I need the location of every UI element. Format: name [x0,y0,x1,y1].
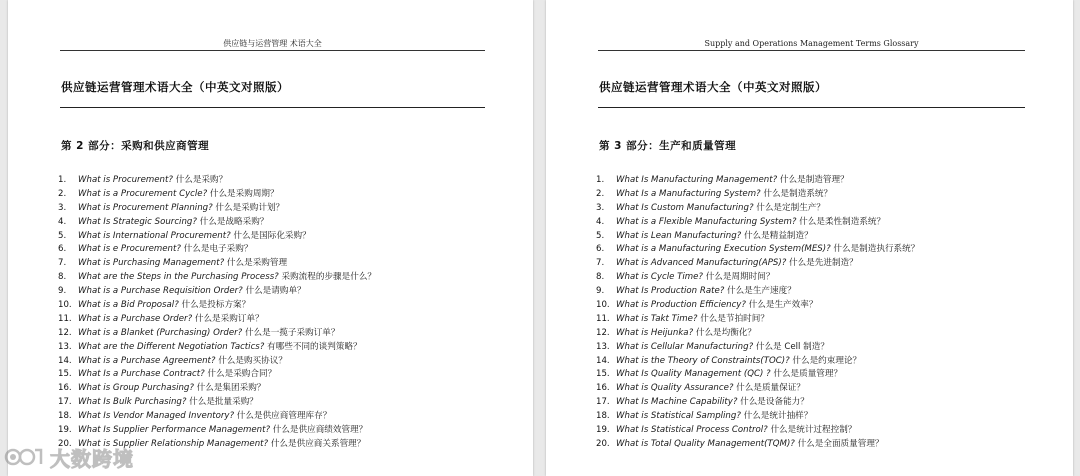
watermark [4,443,134,471]
term-english: What is Group Purchasing? [78,383,194,394]
item-number: 17. [58,397,72,408]
term-english: What are the Different Negotiation Tactics? [78,341,265,352]
item-number: 6. [596,244,605,255]
list-item [58,341,523,355]
term-english: What is a Purchase Requisition Order? [78,286,243,297]
item-number: 8. [58,272,67,283]
list-item [58,368,523,382]
item-number: 20. [596,438,610,449]
item-number: 9. [596,286,605,297]
list-item [596,188,1063,202]
term-chinese: 什么是一揽子采购订单？ [242,327,340,338]
term-chinese: 什么是采购管理 [224,258,288,269]
list-item [596,396,1063,410]
term-english: What is Purchasing Management? [78,258,225,269]
list-item [596,355,1063,369]
list-item [58,285,523,299]
running-header: 供应链与运营管理 术语大全 [223,39,322,48]
item-number: 19. [596,425,610,436]
list-item [58,271,523,285]
term-english: What Is Vendor Managed Inventory? [78,411,235,422]
item-number: 17. [596,397,610,408]
term-chinese: 什么是电子采购？ [180,244,253,255]
title-rule [598,107,1025,108]
item-number: 1. [596,175,605,185]
term-chinese: 什么是统计过程控制？ [767,425,857,436]
term-english: What is International Procurement? [78,230,231,241]
list-item [596,174,1063,188]
term-chinese: 什么是供应商绩效管理？ [270,425,368,436]
item-number: 6. [58,244,67,255]
list-item [596,424,1063,438]
item-number: 4. [596,216,605,227]
term-chinese: 什么是 Cell 制造？ [753,341,829,352]
item-number: 19. [58,425,72,436]
term-chinese: 什么是国际化采购？ [230,230,311,241]
item-number: 13. [58,341,72,352]
term-english: What is Statistical Sampling? [616,411,741,422]
section-heading: 第 2 部分：采购和供应商管理 [61,140,210,152]
term-english: What is Lean Manufacturing? [616,230,742,241]
term-english: What Is Machine Capability? [616,397,738,408]
item-number: 3. [58,202,67,213]
list-item [596,438,1063,452]
item-number: 13. [596,341,610,352]
term-chinese: 什么是制造执行系统？ [830,244,920,255]
item-number: 16. [596,383,610,394]
term-chinese: 什么是请购单？ [242,286,306,297]
list-item [58,327,523,341]
term-chinese: 什么是设备能力？ [737,397,809,408]
term-english: What Is Bulk Purchasing? [78,397,187,408]
title-rule [60,107,485,108]
item-number: 10. [596,300,610,311]
term-chinese: 什么是采购订单？ [192,313,264,324]
document-page-left [8,0,533,476]
term-chinese: 什么是制造系统？ [760,188,833,199]
item-number: 16. [58,383,72,394]
item-number: 18. [58,411,72,422]
term-english: What is the Theory of Constraints(TOC)? [616,355,790,366]
brand-logo-icon [4,445,44,469]
term-english: What is a Procurement Cycle? [78,188,208,199]
list-item [58,202,523,216]
list-item [596,285,1063,299]
term-english: What is Cycle Time? [616,272,703,283]
list-item [58,188,523,202]
list-item [58,424,523,438]
term-chinese: 什么是定制生产？ [753,202,825,213]
term-english: What is Advanced Manufacturing(APS)? [616,258,787,269]
term-list [58,174,523,452]
item-number: 15. [58,369,72,380]
document-title: 供应链运营管理术语大全（中英文对照版） [61,80,289,94]
list-item [58,243,523,257]
list-item [596,216,1063,230]
list-item [596,410,1063,424]
item-number: 14. [58,355,72,366]
list-item [58,396,523,410]
term-chinese: 有哪些不同的谈判策略？ [264,341,362,352]
section-heading: 第 3 部分：生产和质量管理 [599,140,737,152]
list-item [58,410,523,424]
term-chinese: 什么是生产速度？ [724,286,796,297]
term-chinese: 什么是采购计划？ [212,202,285,213]
term-english: What is Procurement? [78,175,173,185]
list-item [596,271,1063,285]
item-number: 4. [58,216,67,227]
term-english: What Is a Purchase Contract? [78,369,205,380]
item-number: 5. [596,230,605,241]
term-chinese: 什么是集团采购？ [193,383,266,394]
list-item [596,257,1063,271]
list-item [596,243,1063,257]
item-number: 9. [58,286,67,297]
term-english: What is Procurement Planning? [78,202,213,213]
term-english: What is Supplier Relationship Management? [78,438,269,449]
term-chinese: 什么是采购？ [172,175,228,185]
item-number: 8. [596,272,605,283]
list-item [596,202,1063,216]
list-item [58,313,523,327]
list-item [58,257,523,271]
term-chinese: 什么是生产效率？ [745,300,818,311]
term-english: What is Takt Time? [616,313,698,324]
term-english: What Is Quality Management (QC) ? [616,369,771,380]
list-item [596,382,1063,396]
list-item [58,216,523,230]
term-chinese: 什么是购买协议？ [215,355,287,366]
term-chinese: 什么是节拍时间？ [697,313,769,324]
term-english: What Is Custom Manufacturing? [616,202,754,213]
header-rule [598,50,1025,51]
term-english: What is a Manufacturing Execution System(MES)? [616,244,831,255]
term-english: What are the Steps in the Purchasing Process? [78,272,279,283]
item-number: 3. [596,202,605,213]
term-english: What is Production Efficiency? [616,300,746,311]
term-english: What Is Production Rate? [616,286,725,297]
list-item [58,174,523,188]
header-rule [60,50,485,51]
item-number: 11. [596,313,610,324]
item-number: 11. [58,313,72,324]
term-english: What is a Bid Proposal? [78,300,179,311]
term-chinese: 什么是精益制造？ [741,230,813,241]
term-chinese: 什么是质量保证？ [733,383,805,394]
term-chinese: 什么是约束理论？ [789,355,862,366]
item-number: 18. [596,411,610,422]
list-item [58,355,523,369]
term-english: What is Heijunka? [616,327,694,338]
term-chinese: 什么是周期时间？ [702,272,775,283]
term-chinese: 什么是全面质量管理？ [794,438,884,449]
term-chinese: 什么是均衡化？ [693,327,757,338]
list-item [58,382,523,396]
list-item [58,299,523,313]
item-number: 12. [58,327,72,338]
term-english: What is e Procurement? [78,244,181,255]
term-chinese: 什么是供应商管理库存？ [234,411,332,422]
watermark-text: 大数跨境 [50,446,134,471]
term-english: What Is a Manufacturing System? [616,188,761,199]
term-chinese: 什么是投标方案？ [178,300,251,311]
term-chinese: 什么是先进制造？ [786,258,858,269]
term-chinese: 采购流程的步骤是什么？ [278,272,377,283]
term-chinese: 什么是统计抽样？ [740,411,813,422]
item-number: 14. [596,355,610,366]
term-english: What is a Blanket (Purchasing) Order? [78,327,243,338]
list-item [58,230,523,244]
term-chinese: 什么是供应商关系管理？ [268,438,366,449]
list-item [596,368,1063,382]
item-number: 2. [596,188,605,199]
item-number: 2. [58,188,67,199]
term-chinese: 什么是批量采购？ [186,397,258,408]
term-chinese: 什么是制造管理？ [777,175,849,185]
term-chinese: 什么是质量管理？ [770,369,843,380]
term-english: What Is Manufacturing Management? [616,175,778,185]
item-number: 7. [58,258,67,269]
item-number: 5. [58,230,67,241]
term-list [596,174,1063,452]
item-number: 7. [596,258,605,269]
list-item [596,313,1063,327]
item-number: 12. [596,327,610,338]
term-english: What Is Supplier Performance Management? [78,425,271,436]
running-header: Supply and Operations Management Terms Glossary [704,39,919,48]
term-chinese: 什么是柔性制造系统？ [796,216,886,227]
term-chinese: 什么是战略采购？ [196,216,269,227]
list-item [596,230,1063,244]
term-english: What Is Statistical Process Control? [616,425,768,436]
list-item [596,299,1063,313]
term-english: What is Quality Assurance? [616,383,734,394]
document-page-right [546,0,1073,476]
list-item [596,327,1063,341]
list-item [596,341,1063,355]
document-title: 供应链运营管理术语大全（中英文对照版） [599,80,827,94]
item-number: 15. [596,369,610,380]
item-number: 1. [58,175,67,185]
item-number: 20. [58,438,72,449]
term-english: What is a Purchase Order? [78,313,193,324]
term-english: What Is Strategic Sourcing? [78,216,197,227]
term-chinese: 什么是采购合同？ [204,369,277,380]
term-english: What is Total Quality Management(TQM)? [616,438,795,449]
term-english: What is a Flexible Manufacturing System? [616,216,797,227]
item-number: 10. [58,300,72,311]
term-english: What is Cellular Manufacturing? [616,341,754,352]
term-english: What is a Purchase Agreement? [78,355,216,366]
term-chinese: 什么是采购周期？ [207,188,279,199]
